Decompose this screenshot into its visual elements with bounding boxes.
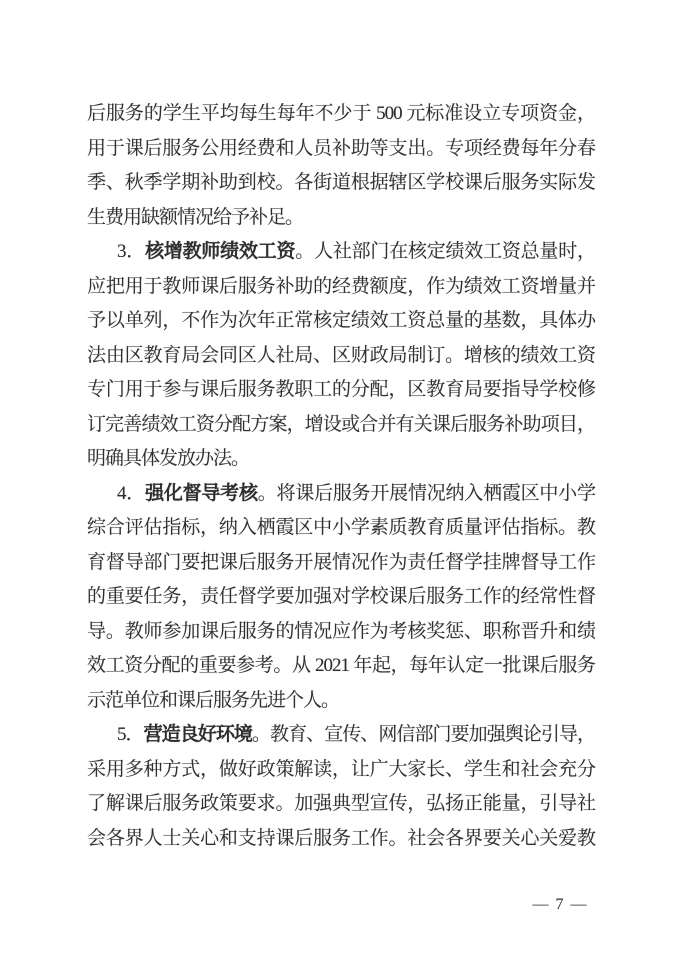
text-line <box>87 270 595 305</box>
text-line <box>87 166 595 201</box>
text-line <box>87 373 595 408</box>
text-run: 后服务的学生平均每生每年不少于 500 元标准设立专项资金， <box>87 103 595 124</box>
document-body <box>87 97 595 856</box>
text-line <box>87 97 595 132</box>
text-line <box>87 132 595 167</box>
text-run: 育督导部门要把课后服务开展情况作为责任督学挂牌督导工作 <box>87 551 595 573</box>
text-run: 专门用于参与课后服务教职工的分配，区教育局要指导学校修 <box>87 379 595 400</box>
text-line <box>87 546 595 581</box>
text-line <box>87 753 595 788</box>
text-line <box>87 787 595 822</box>
text-run: 效工资分配的重要参考。从 2021 年起，每年认定一批课后服务 <box>87 655 595 676</box>
text-run: 订完善绩效工资分配方案，增设或合并有关课后服务补助项目， <box>87 413 595 435</box>
text-line <box>87 684 595 719</box>
text-run: 会各界人士关心和支持课后服务工作。社会各界要关心关爱教 <box>87 827 595 849</box>
text-run: 应把用于教师课后服务补助的经费额度，作为绩效工资增量并 <box>87 275 595 297</box>
text-line <box>87 304 595 339</box>
text-line <box>87 822 595 857</box>
paragraph <box>87 718 595 856</box>
text-line <box>87 718 595 753</box>
paragraph <box>87 235 595 477</box>
text-run: 5． <box>117 724 144 745</box>
text-line <box>87 235 595 270</box>
text-run: 示范单位和课后服务先进个人。 <box>87 689 340 711</box>
text-line <box>87 615 595 650</box>
paragraph <box>87 477 595 719</box>
text-run: 。将课后服务开展情况纳入栖霞区中小学 <box>257 482 595 504</box>
text-run: 用于课后服务公用经费和人员补助等支出。专项经费每年分春 <box>87 137 595 159</box>
text-run: 3． <box>117 241 146 262</box>
text-run: 的重要任务，责任督学要加强对学校课后服务工作的经常性督 <box>87 586 595 607</box>
text-run: 生费用缺额情况给予补足。 <box>87 206 304 228</box>
text-run: 导。教师参加课后服务的情况应作为考核奖惩、职称晋升和绩 <box>87 620 595 642</box>
text-run: 。人社部门在核定绩效工资总量时， <box>295 241 595 262</box>
text-line <box>87 649 595 684</box>
text-line <box>87 442 595 477</box>
text-run: 。教育、宣传、网信部门要加强舆论引导， <box>251 724 595 745</box>
text-run: 季、秋季学期补助到校。各街道根据辖区学校课后服务实际发 <box>87 172 595 193</box>
text-run: 明确具体发放办法。 <box>87 448 250 469</box>
text-run: 了解课后服务政策要求。加强典型宣传，弘扬正能量，引导社 <box>87 793 595 814</box>
text-line <box>87 408 595 443</box>
text-run: 法由区教育局会同区人社局、区财政局制订。增核的绩效工资 <box>87 344 595 366</box>
bold-text-run: 核增教师绩效工资 <box>145 241 296 262</box>
text-line <box>87 339 595 374</box>
text-run: 综合评估指标，纳入栖霞区中小学素质教育质量评估指标。教 <box>87 517 595 538</box>
paragraph <box>87 97 595 235</box>
text-run: 予以单列，不作为次年正常核定绩效工资总量的基数，具体办 <box>87 310 595 331</box>
bold-text-run: 营造良好环境 <box>143 724 252 745</box>
page-number: — 7 — <box>532 896 588 913</box>
bold-text-run: 强化督导考核 <box>145 482 258 504</box>
text-run: 4． <box>117 482 146 504</box>
text-line <box>87 511 595 546</box>
text-run: 采用多种方式，做好政策解读，让广大家长、学生和社会充分 <box>87 758 595 780</box>
text-line <box>87 477 595 512</box>
text-line <box>87 201 595 236</box>
text-line <box>87 580 595 615</box>
